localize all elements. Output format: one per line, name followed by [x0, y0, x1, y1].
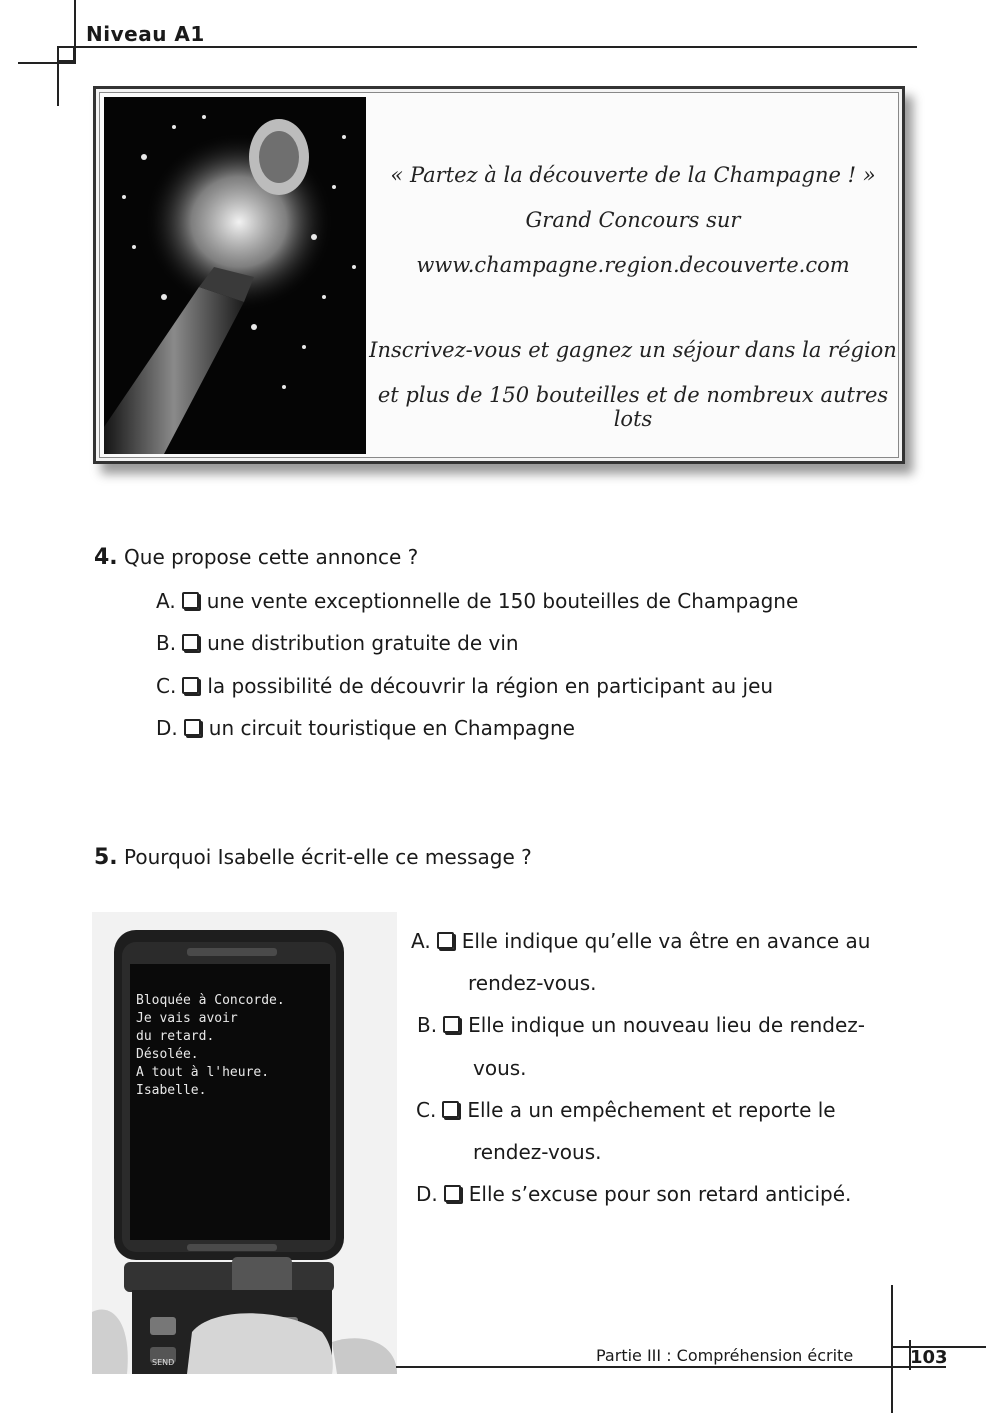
- sms-message: Bloquée à Concorde. Je vais avoir du retard. Désolée. A tout à l'heure. Isabelle.: [136, 993, 285, 1098]
- q4-option-a: [156, 589, 798, 613]
- question-5-text: Pourquoi Isabelle écrit-elle ce message ?: [124, 845, 532, 869]
- question-4-text: Que propose cette annonce ?: [124, 545, 419, 569]
- level-heading: Niveau A1: [86, 22, 205, 46]
- champagne-bottle-photo: [104, 97, 366, 454]
- option-letter: D.: [156, 716, 178, 740]
- q5-option-a-cont: rendez-vous.: [468, 971, 597, 995]
- ad-prizes: et plus de 150 bouteilles et de nombreux autres lots: [377, 383, 889, 431]
- option-text: Elle indique un nouveau lieu de rendez-: [468, 1013, 866, 1037]
- q5-option-b-cont: vous.: [473, 1056, 527, 1080]
- option-text: un circuit touristique en Champagne: [208, 716, 575, 740]
- send-key-label: SEND: [152, 1358, 175, 1367]
- option-text: une vente exceptionnelle de 150 bouteilles de Champagne: [206, 589, 799, 613]
- mobile-phone-photo: [92, 912, 397, 1374]
- option-text: Elle indique qu’elle va être en avance au: [461, 929, 871, 953]
- question-5: [94, 845, 532, 870]
- ad-text: [368, 93, 898, 457]
- checkbox-icon[interactable]: [444, 1185, 461, 1202]
- checkbox-icon[interactable]: [184, 719, 201, 736]
- q4-option-c: [156, 674, 773, 698]
- option-text: la possibilité de découvrir la région en participant au jeu: [207, 674, 774, 698]
- q4-option-d: [156, 716, 575, 740]
- option-text: Elle s’excuse pour son retard anticipé.: [468, 1182, 852, 1206]
- option-letter: D.: [416, 1182, 438, 1206]
- checkbox-icon[interactable]: [437, 932, 454, 949]
- section-title: Partie III : Compréhension écrite: [596, 1346, 854, 1365]
- option-letter: C.: [416, 1098, 437, 1122]
- page-number: 103: [910, 1347, 948, 1368]
- q5-option-c: [416, 1098, 836, 1122]
- champagne-ad: [93, 86, 905, 464]
- q4-option-b: [156, 631, 519, 655]
- question-4: [94, 545, 418, 570]
- q5-option-a: [411, 929, 870, 953]
- crop-mark-horizontal-top: [18, 62, 76, 64]
- ad-website: www.champagne.region.decouverte.com: [416, 253, 850, 277]
- header-rule: [57, 46, 917, 48]
- question-5-number: 5.: [94, 845, 118, 870]
- q5-option-c-cont: rendez-vous.: [473, 1140, 602, 1164]
- checkbox-icon[interactable]: [182, 634, 199, 651]
- option-letter: C.: [156, 674, 177, 698]
- ad-register: Inscrivez-vous et gagnez un séjour dans la région: [369, 338, 897, 362]
- option-letter: A.: [156, 589, 176, 613]
- option-text: une distribution gratuite de vin: [207, 631, 519, 655]
- checkbox-icon[interactable]: [443, 1016, 460, 1033]
- option-text: Elle a un empêchement et reporte le: [467, 1098, 836, 1122]
- option-letter: A.: [411, 929, 431, 953]
- crop-mark-box: [57, 46, 75, 62]
- q5-option-b: [417, 1013, 865, 1037]
- option-letter: B.: [156, 631, 177, 655]
- q5-option-d: [416, 1182, 851, 1206]
- ad-slogan: « Partez à la découverte de la Champagne ! »: [390, 163, 876, 187]
- option-letter: B.: [417, 1013, 438, 1037]
- footer-rule: [396, 1366, 946, 1368]
- ad-contest: Grand Concours sur: [525, 208, 741, 232]
- question-4-number: 4.: [94, 545, 118, 570]
- checkbox-icon[interactable]: [182, 677, 199, 694]
- ad-inner-frame: [99, 92, 899, 458]
- footer-crop-vertical: [891, 1285, 893, 1413]
- checkbox-icon[interactable]: [442, 1101, 459, 1118]
- checkbox-icon[interactable]: [182, 592, 199, 609]
